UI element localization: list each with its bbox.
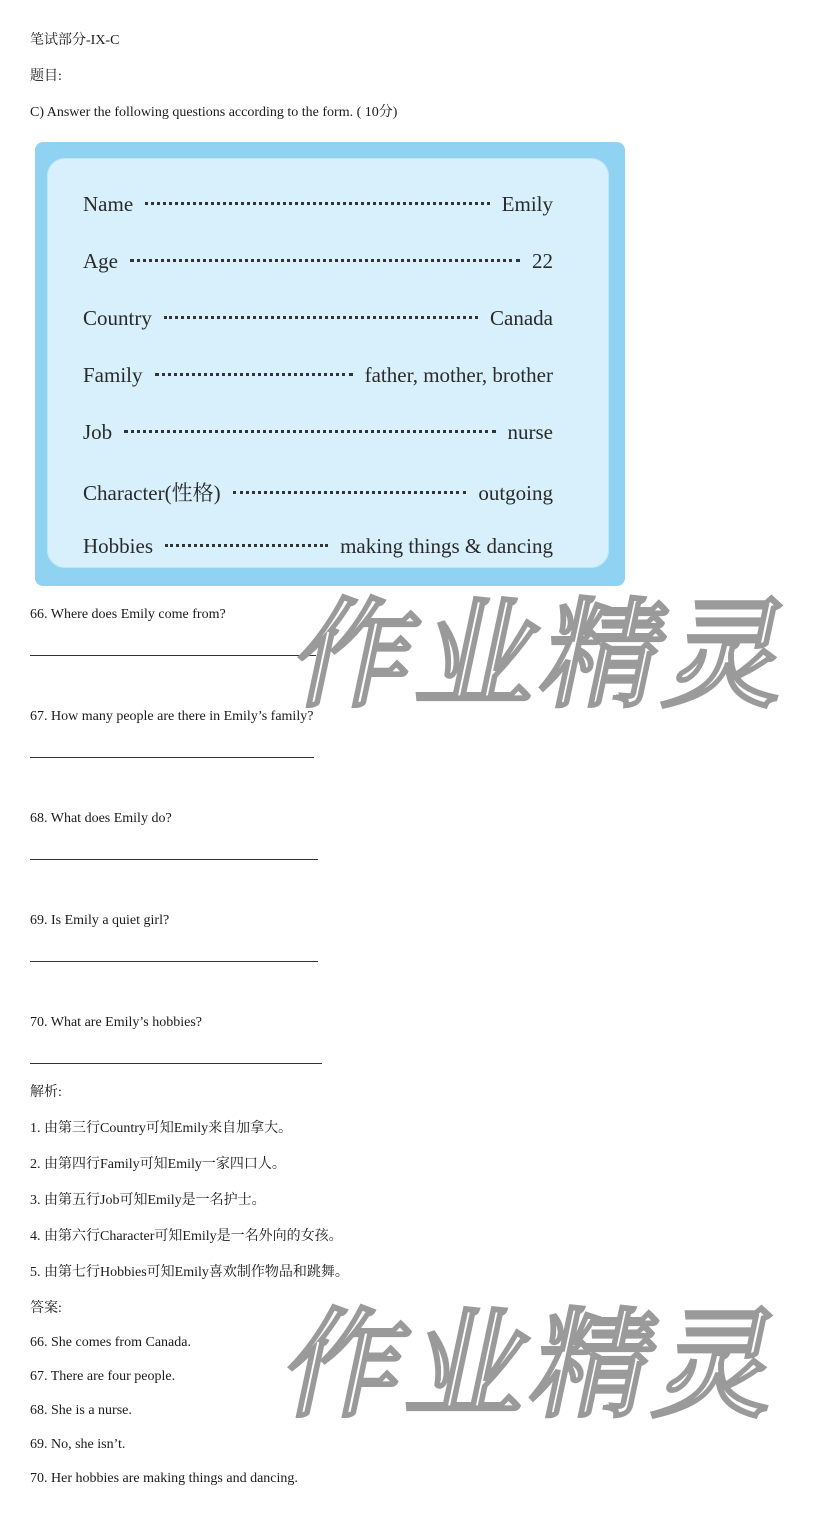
question-label: 题目:: [30, 69, 62, 84]
analysis-item: 5. 由第七行Hobbies可知Emily喜欢制作物品和跳舞。: [30, 1265, 349, 1280]
form-row-character: [83, 477, 553, 507]
analysis-label: 解析:: [30, 1085, 62, 1100]
form-row-country: [83, 306, 553, 336]
form-value: Canada: [490, 306, 553, 330]
analysis-item: 3. 由第五行Job可知Emily是一名护士。: [30, 1193, 266, 1208]
answer-blank-69[interactable]: [30, 961, 318, 962]
form-row-age: [83, 249, 553, 279]
answer-item: 69. No, she isn’t.: [30, 1437, 126, 1452]
dot-leader: [124, 430, 495, 433]
form-label: Age: [83, 249, 118, 273]
info-form-card: [35, 142, 625, 586]
form-row-name: [83, 192, 553, 222]
form-row-hobbies: [83, 534, 553, 564]
analysis-item: 4. 由第六行Character可知Emily是一名外向的女孩。: [30, 1229, 343, 1244]
analysis-item: 2. 由第四行Family可知Emily一家四口人。: [30, 1157, 286, 1172]
form-row-job: [83, 420, 553, 450]
dot-leader: [233, 491, 467, 494]
dot-leader: [165, 544, 328, 547]
dot-leader: [130, 259, 520, 262]
question-67: 67. How many people are there in Emily’s family?: [30, 709, 314, 724]
answer-blank-67[interactable]: [30, 757, 314, 758]
watermark-logo: 作业精灵: [283, 586, 809, 724]
form-value: outgoing: [478, 481, 553, 505]
form-label: Job: [83, 420, 113, 444]
section-title: 笔试部分-IX-C: [30, 33, 120, 48]
dot-leader: [164, 316, 478, 319]
question-66: 66. Where does Emily come from?: [30, 607, 226, 622]
form-value: Emily: [501, 192, 553, 216]
answer-blank-70[interactable]: [30, 1063, 322, 1064]
form-label: Country: [83, 306, 152, 330]
watermark-logo: 作业精灵: [273, 1296, 799, 1434]
answer-item: 67. There are four people.: [30, 1369, 176, 1384]
question-70: 70. What are Emily’s hobbies?: [30, 1015, 202, 1030]
form-value: father, mother, brother: [364, 363, 553, 387]
instruction-text: C) Answer the following questions according to the form. ( 10分): [30, 105, 398, 120]
question-69: 69. Is Emily a quiet girl?: [30, 913, 170, 928]
answer-item: 66. She comes from Canada.: [30, 1335, 191, 1350]
form-label: Character(性格): [83, 481, 221, 505]
dot-leader: [155, 373, 353, 376]
answer-item: 68. She is a nurse.: [30, 1403, 132, 1418]
answer-blank-68[interactable]: [30, 859, 318, 860]
answer-blank-66[interactable]: [30, 655, 316, 656]
form-label: Name: [83, 192, 134, 216]
form-label: Hobbies: [83, 534, 153, 558]
form-row-family: [83, 363, 553, 393]
answers-label: 答案:: [30, 1301, 62, 1316]
form-label: Family: [83, 363, 143, 387]
analysis-item: 1. 由第三行Country可知Emily来自加拿大。: [30, 1121, 293, 1136]
dot-leader: [145, 202, 490, 205]
answer-item: 70. Her hobbies are making things and dancing.: [30, 1471, 298, 1486]
form-value: making things & dancing: [340, 534, 553, 558]
form-value: nurse: [507, 420, 553, 444]
info-form-panel: [47, 158, 609, 568]
question-68: 68. What does Emily do?: [30, 811, 172, 826]
form-value: 22: [532, 249, 553, 273]
